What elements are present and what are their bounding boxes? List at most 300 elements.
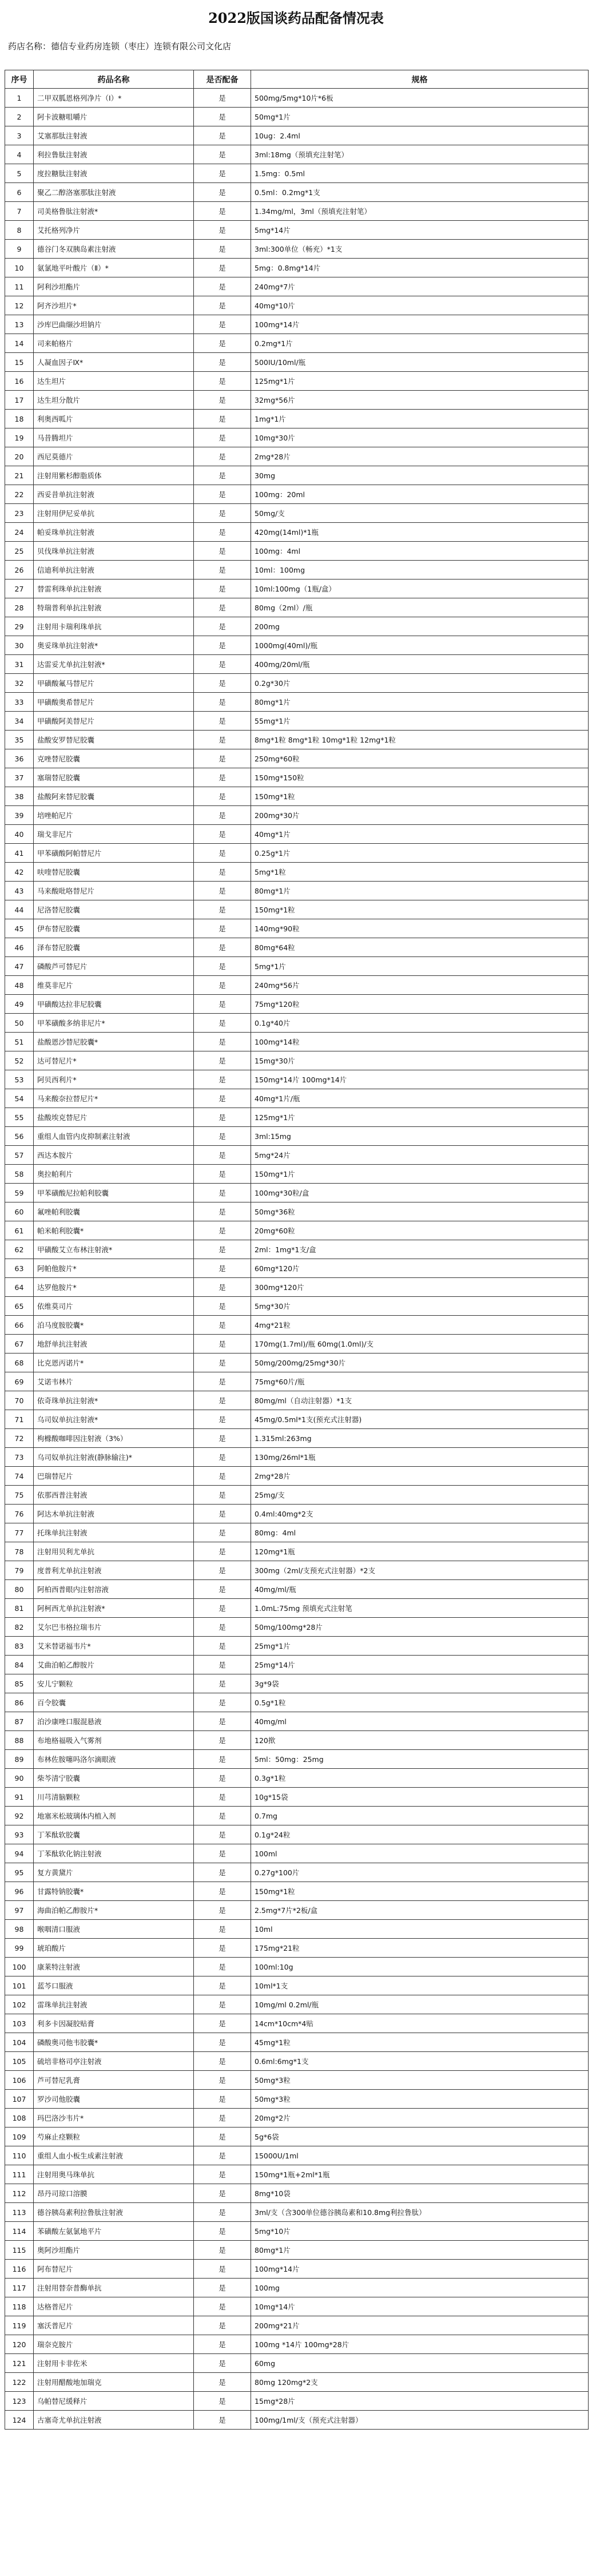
equipped-flag: 是 <box>194 617 251 636</box>
drug-spec: 10ml <box>251 1920 589 1939</box>
row-number: 107 <box>5 2090 34 2109</box>
drug-name: 布地格福吸入气雾剂 <box>34 1731 194 1750</box>
row-number: 52 <box>5 1051 34 1070</box>
drug-name: 度拉糖肽注射液 <box>34 164 194 183</box>
equipped-flag: 是 <box>194 2260 251 2279</box>
drug-spec: 175mg*21粒 <box>251 1939 589 1958</box>
row-number: 1 <box>5 89 34 108</box>
row-number: 9 <box>5 240 34 259</box>
table-row <box>5 1939 589 1958</box>
equipped-flag: 是 <box>194 466 251 485</box>
equipped-flag: 是 <box>194 1769 251 1788</box>
row-number: 87 <box>5 1712 34 1731</box>
table-row <box>5 579 589 598</box>
drug-spec: 80mg*1片 <box>251 693 589 712</box>
table-row <box>5 466 589 485</box>
drug-spec: 40mg*1片 <box>251 825 589 844</box>
equipped-flag: 是 <box>194 2222 251 2241</box>
drug-name: 巴瑞替尼片 <box>34 1467 194 1486</box>
drug-name: 塞沃普尼片 <box>34 2316 194 2335</box>
equipped-flag: 是 <box>194 1958 251 1976</box>
table-row <box>5 1995 589 2014</box>
table-row <box>5 1693 589 1712</box>
equipped-flag: 是 <box>194 1523 251 1542</box>
row-number: 22 <box>5 485 34 504</box>
table-row <box>5 1901 589 1920</box>
table-row <box>5 1674 589 1693</box>
drug-name: 芍麻止痉颗粒 <box>34 2128 194 2146</box>
drug-name: 琥珀酸片 <box>34 1939 194 1958</box>
table-row <box>5 2335 589 2354</box>
table-row <box>5 504 589 523</box>
drug-name: 古塞奇尤单抗注射液 <box>34 2411 194 2430</box>
drug-name: 德谷门冬双胰岛素注射液 <box>34 240 194 259</box>
table-row <box>5 1240 589 1259</box>
drug-spec: 50mg/支 <box>251 504 589 523</box>
row-number: 31 <box>5 655 34 674</box>
drug-name: 依奇珠单抗注射液* <box>34 1391 194 1410</box>
table-row <box>5 1391 589 1410</box>
equipped-flag: 是 <box>194 1221 251 1240</box>
equipped-flag: 是 <box>194 2146 251 2165</box>
equipped-flag: 是 <box>194 504 251 523</box>
drug-spec: 40mg/ml/瓶 <box>251 1580 589 1599</box>
row-number: 34 <box>5 712 34 731</box>
equipped-flag: 是 <box>194 2128 251 2146</box>
table-row <box>5 1089 589 1108</box>
equipped-flag: 是 <box>194 1844 251 1863</box>
drug-spec: 1.0mL:75mg 预填充式注射笔 <box>251 1599 589 1618</box>
table-row <box>5 2052 589 2071</box>
row-number: 56 <box>5 1127 34 1146</box>
drug-spec: 60mg <box>251 2354 589 2373</box>
drug-spec: 150mg*1粒 <box>251 900 589 919</box>
equipped-flag: 是 <box>194 183 251 202</box>
equipped-flag: 是 <box>194 315 251 334</box>
equipped-flag: 是 <box>194 2373 251 2392</box>
table-row <box>5 768 589 787</box>
table-row <box>5 919 589 938</box>
equipped-flag: 是 <box>194 485 251 504</box>
drug-spec: 0.4ml:40mg*2支 <box>251 1505 589 1523</box>
table-row <box>5 126 589 145</box>
table-row <box>5 1958 589 1976</box>
equipped-flag: 是 <box>194 2033 251 2052</box>
drug-name: 注射用伊尼妥单抗 <box>34 504 194 523</box>
drug-spec: 200mg*30片 <box>251 806 589 825</box>
table-row <box>5 1033 589 1051</box>
drug-spec: 80mg/ml（自动注射器）*1支 <box>251 1391 589 1410</box>
equipped-flag: 是 <box>194 882 251 900</box>
equipped-flag: 是 <box>194 2354 251 2373</box>
table-row <box>5 2297 589 2316</box>
table-row <box>5 542 589 561</box>
equipped-flag: 是 <box>194 1278 251 1297</box>
table-row <box>5 1429 589 1448</box>
drug-name: 利拉鲁肽注射液 <box>34 145 194 164</box>
equipped-flag: 是 <box>194 1165 251 1184</box>
row-number: 16 <box>5 372 34 391</box>
drug-spec: 5ml：50mg：25mg <box>251 1750 589 1769</box>
table-row <box>5 1712 589 1731</box>
drug-spec: 0.5g*1粒 <box>251 1693 589 1712</box>
drug-spec: 150mg*1粒 <box>251 1882 589 1901</box>
row-number: 24 <box>5 523 34 542</box>
drug-name: 伊布替尼胶囊 <box>34 919 194 938</box>
equipped-flag: 是 <box>194 995 251 1014</box>
drug-name: 甲苯磺酸阿帕替尼片 <box>34 844 194 863</box>
drug-name: 奥妥珠单抗注射液* <box>34 636 194 655</box>
equipped-flag: 是 <box>194 1240 251 1259</box>
drug-spec: 10g*15袋 <box>251 1788 589 1807</box>
row-number: 45 <box>5 919 34 938</box>
equipped-flag: 是 <box>194 806 251 825</box>
row-number: 39 <box>5 806 34 825</box>
table-row <box>5 523 589 542</box>
table-row <box>5 1127 589 1146</box>
drug-spec: 25mg*14片 <box>251 1656 589 1674</box>
equipped-flag: 是 <box>194 1674 251 1693</box>
drug-spec: 32mg*56片 <box>251 391 589 410</box>
equipped-flag: 是 <box>194 825 251 844</box>
drug-spec: 100mg：4ml <box>251 542 589 561</box>
drug-spec: 100ml <box>251 1844 589 1863</box>
row-number: 11 <box>5 277 34 296</box>
equipped-flag: 是 <box>194 1051 251 1070</box>
equipped-flag: 是 <box>194 655 251 674</box>
equipped-flag: 是 <box>194 1637 251 1656</box>
drug-name: 玛巴洛沙韦片* <box>34 2109 194 2128</box>
table-row <box>5 202 589 221</box>
equipped-flag: 是 <box>194 202 251 221</box>
drug-spec: 15mg*28片 <box>251 2392 589 2411</box>
row-number: 116 <box>5 2260 34 2279</box>
table-row <box>5 2128 589 2146</box>
drug-spec: 0.1g*24粒 <box>251 1825 589 1844</box>
table-row <box>5 2260 589 2279</box>
drug-name: 海曲泊帕乙醇胺片* <box>34 1901 194 1920</box>
table-row <box>5 1750 589 1769</box>
row-number: 66 <box>5 1316 34 1335</box>
drug-spec: 500mg/5mg*10片*6板 <box>251 89 589 108</box>
drug-name: 达雷妥尤单抗注射液* <box>34 655 194 674</box>
row-number: 105 <box>5 2052 34 2071</box>
row-number: 29 <box>5 617 34 636</box>
table-row <box>5 1202 589 1221</box>
row-number: 53 <box>5 1070 34 1089</box>
row-number: 2 <box>5 108 34 126</box>
drug-name: 盐酸阿来替尼胶囊 <box>34 787 194 806</box>
page-title: 2022版国谈药品配备情况表 <box>208 10 384 26</box>
equipped-flag: 是 <box>194 2109 251 2128</box>
drug-name: 注射用贝利尤单抗 <box>34 1542 194 1561</box>
header-no: 序号 <box>5 70 34 89</box>
drug-name: 甲磺酸奥希替尼片 <box>34 693 194 712</box>
row-number: 27 <box>5 579 34 598</box>
row-number: 46 <box>5 938 34 957</box>
row-number: 4 <box>5 145 34 164</box>
equipped-flag: 是 <box>194 1976 251 1995</box>
equipped-flag: 是 <box>194 1014 251 1033</box>
drug-spec: 100mg*14片 <box>251 315 589 334</box>
row-number: 26 <box>5 561 34 579</box>
row-number: 58 <box>5 1165 34 1184</box>
drug-spec: 2.5mg*7片*2板/盒 <box>251 1901 589 1920</box>
row-number: 106 <box>5 2071 34 2090</box>
table-row <box>5 259 589 277</box>
row-number: 124 <box>5 2411 34 2430</box>
table-row <box>5 2354 589 2373</box>
row-number: 43 <box>5 882 34 900</box>
drug-name: 培唑帕尼片 <box>34 806 194 825</box>
table-row <box>5 825 589 844</box>
row-number: 54 <box>5 1089 34 1108</box>
drug-name: 达生坦片 <box>34 372 194 391</box>
drug-name: 甲磺酸阿美替尼片 <box>34 712 194 731</box>
drug-spec: 400mg/20ml/瓶 <box>251 655 589 674</box>
table-row <box>5 1297 589 1316</box>
table-row <box>5 2279 589 2297</box>
drug-name: 硫培非格司亭注射液 <box>34 2052 194 2071</box>
equipped-flag: 是 <box>194 296 251 315</box>
drug-name: 艾诺韦林片 <box>34 1372 194 1391</box>
row-number: 122 <box>5 2373 34 2392</box>
table-row <box>5 315 589 334</box>
row-number: 111 <box>5 2165 34 2184</box>
equipped-flag: 是 <box>194 1391 251 1410</box>
row-number: 77 <box>5 1523 34 1542</box>
drug-name: 康莱特注射液 <box>34 1958 194 1976</box>
drug-name: 依维莫司片 <box>34 1297 194 1316</box>
row-number: 80 <box>5 1580 34 1599</box>
row-number: 123 <box>5 2392 34 2411</box>
drug-spec: 10ml:100mg（1瓶/盒） <box>251 579 589 598</box>
equipped-flag: 是 <box>194 2203 251 2222</box>
row-number: 89 <box>5 1750 34 1769</box>
equipped-flag: 是 <box>194 1712 251 1731</box>
drug-name: 百令胶囊 <box>34 1693 194 1712</box>
equipped-flag: 是 <box>194 1070 251 1089</box>
equipped-flag: 是 <box>194 1486 251 1505</box>
drug-spec: 0.2mg*1片 <box>251 334 589 353</box>
drug-spec: 0.1g*40片 <box>251 1014 589 1033</box>
table-row <box>5 1976 589 1995</box>
row-number: 61 <box>5 1221 34 1240</box>
row-number: 19 <box>5 428 34 447</box>
equipped-flag: 是 <box>194 1882 251 1901</box>
drug-name: 乌帕替尼缓释片 <box>34 2392 194 2411</box>
drug-name: 注射用奥马珠单抗 <box>34 2165 194 2184</box>
row-number: 90 <box>5 1769 34 1788</box>
table-row <box>5 1637 589 1656</box>
equipped-flag: 是 <box>194 2071 251 2090</box>
drug-spec: 5g*6袋 <box>251 2128 589 2146</box>
equipped-flag: 是 <box>194 1788 251 1807</box>
drug-spec: 0.25g*1片 <box>251 844 589 863</box>
drug-name: 克唑替尼胶囊 <box>34 749 194 768</box>
table-row <box>5 882 589 900</box>
table-row <box>5 240 589 259</box>
drug-name: 瑞戈非尼片 <box>34 825 194 844</box>
equipped-flag: 是 <box>194 1750 251 1769</box>
drug-name: 甲磺酸艾立布林注射液* <box>34 1240 194 1259</box>
equipped-flag: 是 <box>194 1089 251 1108</box>
drug-spec: 3ml:300单位（畅充）*1支 <box>251 240 589 259</box>
row-number: 30 <box>5 636 34 655</box>
equipped-flag: 是 <box>194 1901 251 1920</box>
drug-name: 乌司奴单抗注射液* <box>34 1410 194 1429</box>
table-row <box>5 164 589 183</box>
drug-name: 司来帕格片 <box>34 334 194 353</box>
table-row <box>5 1335 589 1354</box>
row-number: 36 <box>5 749 34 768</box>
equipped-flag: 是 <box>194 693 251 712</box>
drug-spec: 75mg*120粒 <box>251 995 589 1014</box>
equipped-flag: 是 <box>194 164 251 183</box>
table-row <box>5 2184 589 2203</box>
row-number: 48 <box>5 976 34 995</box>
table-row <box>5 655 589 674</box>
equipped-flag: 是 <box>194 2241 251 2260</box>
equipped-flag: 是 <box>194 1561 251 1580</box>
drug-spec: 100mg/1ml/支（预充式注射器） <box>251 2411 589 2430</box>
drug-spec: 80mg*64粒 <box>251 938 589 957</box>
table-row <box>5 900 589 919</box>
table-row <box>5 749 589 768</box>
row-number: 79 <box>5 1561 34 1580</box>
drug-name: 利多卡因凝胶贴膏 <box>34 2014 194 2033</box>
drug-name: 苯磺酸左氨氯地平片 <box>34 2222 194 2241</box>
drug-spec: 2mg*28片 <box>251 447 589 466</box>
equipped-flag: 是 <box>194 372 251 391</box>
drug-name: 托珠单抗注射液 <box>34 1523 194 1542</box>
row-number: 115 <box>5 2241 34 2260</box>
equipped-flag: 是 <box>194 1316 251 1335</box>
equipped-flag: 是 <box>194 542 251 561</box>
drug-name: 甘露特钠胶囊* <box>34 1882 194 1901</box>
equipped-flag: 是 <box>194 1127 251 1146</box>
drug-spec: 2mg*28片 <box>251 1467 589 1486</box>
table-row <box>5 1070 589 1089</box>
drug-name: 丁苯酞软胶囊 <box>34 1825 194 1844</box>
row-number: 101 <box>5 1976 34 1995</box>
drug-spec: 0.3g*1粒 <box>251 1769 589 1788</box>
row-number: 28 <box>5 598 34 617</box>
drug-name: 芦可替尼乳膏 <box>34 2071 194 2090</box>
drug-spec: 50mg*1片 <box>251 108 589 126</box>
drug-spec: 40mg*1片/瓶 <box>251 1089 589 1108</box>
table-row <box>5 1354 589 1372</box>
drug-spec: 80mg*1片 <box>251 2241 589 2260</box>
equipped-flag: 是 <box>194 938 251 957</box>
table-row <box>5 1825 589 1844</box>
table-row <box>5 2146 589 2165</box>
row-number: 15 <box>5 353 34 372</box>
equipped-flag: 是 <box>194 844 251 863</box>
row-number: 92 <box>5 1807 34 1825</box>
row-number: 20 <box>5 447 34 466</box>
drug-spec: 50mg/200mg/25mg*30片 <box>251 1354 589 1372</box>
equipped-flag: 是 <box>194 353 251 372</box>
drug-name: 丁苯酞软化钠注射液 <box>34 1844 194 1863</box>
row-number: 42 <box>5 863 34 882</box>
drug-name: 喉咽清口服液 <box>34 1920 194 1939</box>
drug-name: 乌司奴单抗注射液(静脉输注)* <box>34 1448 194 1467</box>
header-spec: 规格 <box>251 70 589 89</box>
drug-spec: 5mg*30片 <box>251 1297 589 1316</box>
row-number: 98 <box>5 1920 34 1939</box>
drug-name: 替雷利珠单抗注射液 <box>34 579 194 598</box>
drug-spec: 45mg*1粒 <box>251 2033 589 2052</box>
table-row <box>5 1467 589 1486</box>
drug-spec: 100ml:10g <box>251 1958 589 1976</box>
drug-name: 蓝芩口服液 <box>34 1976 194 1995</box>
drug-spec: 50mg/100mg*28片 <box>251 1618 589 1637</box>
drug-spec: 5mg：0.8mg*14片 <box>251 259 589 277</box>
table-row <box>5 2165 589 2184</box>
table-row <box>5 2373 589 2392</box>
equipped-flag: 是 <box>194 2335 251 2354</box>
drug-name: 西尼莫德片 <box>34 447 194 466</box>
drug-spec: 0.6ml:6mg*1支 <box>251 2052 589 2071</box>
equipped-flag: 是 <box>194 957 251 976</box>
row-number: 112 <box>5 2184 34 2203</box>
table-row <box>5 731 589 749</box>
drug-spec: 75mg*60片/瓶 <box>251 1372 589 1391</box>
drug-spec: 150mg*1瓶+2ml*1瓶 <box>251 2165 589 2184</box>
drug-spec: 1.34mg/ml，3ml（预填充注射笔） <box>251 202 589 221</box>
table-row <box>5 1372 589 1391</box>
drug-name: 维莫非尼片 <box>34 976 194 995</box>
drug-name: 昂丹司琼口溶膜 <box>34 2184 194 2203</box>
row-number: 75 <box>5 1486 34 1505</box>
table-row <box>5 1486 589 1505</box>
drug-name: 注射用紫杉醇脂质体 <box>34 466 194 485</box>
table-row <box>5 1920 589 1939</box>
table-row <box>5 89 589 108</box>
equipped-flag: 是 <box>194 1184 251 1202</box>
row-number: 38 <box>5 787 34 806</box>
equipped-flag: 是 <box>194 240 251 259</box>
equipped-flag: 是 <box>194 1656 251 1674</box>
drug-name: 雷珠单抗注射液 <box>34 1995 194 2014</box>
drug-spec: 50mg*3粒 <box>251 2071 589 2090</box>
drug-spec: 250mg*60粒 <box>251 749 589 768</box>
drug-spec: 3g*9袋 <box>251 1674 589 1693</box>
drug-spec: 80mg（2ml）/瓶 <box>251 598 589 617</box>
pharmacy-name: 药店名称：德信专业药房连锁（枣庄）连锁有限公司文化店 <box>8 41 232 51</box>
drug-spec: 8mg*1粒 8mg*1粒 10mg*1粒 12mg*1粒 <box>251 731 589 749</box>
row-number: 85 <box>5 1674 34 1693</box>
drug-name: 沙库巴曲缬沙坦钠片 <box>34 315 194 334</box>
drug-name: 艾托格列净片 <box>34 221 194 240</box>
drug-spec: 4mg*21粒 <box>251 1316 589 1335</box>
equipped-flag: 是 <box>194 1410 251 1429</box>
equipped-flag: 是 <box>194 221 251 240</box>
equipped-flag: 是 <box>194 1731 251 1750</box>
drug-spec: 500IU/10ml/瓶 <box>251 353 589 372</box>
drug-name: 依那西普注射液 <box>34 1486 194 1505</box>
drug-spec: 2ml：1mg*1支/盒 <box>251 1240 589 1259</box>
drug-spec: 1.5mg：0.5ml <box>251 164 589 183</box>
drug-spec: 80mg 120mg*2支 <box>251 2373 589 2392</box>
drug-spec: 120揿 <box>251 1731 589 1750</box>
equipped-flag: 是 <box>194 259 251 277</box>
drug-name: 地塞米松玻璃体内植入剂 <box>34 1807 194 1825</box>
drug-name: 注射用卡瑞利珠单抗 <box>34 617 194 636</box>
drug-spec: 30mg <box>251 466 589 485</box>
row-number: 3 <box>5 126 34 145</box>
